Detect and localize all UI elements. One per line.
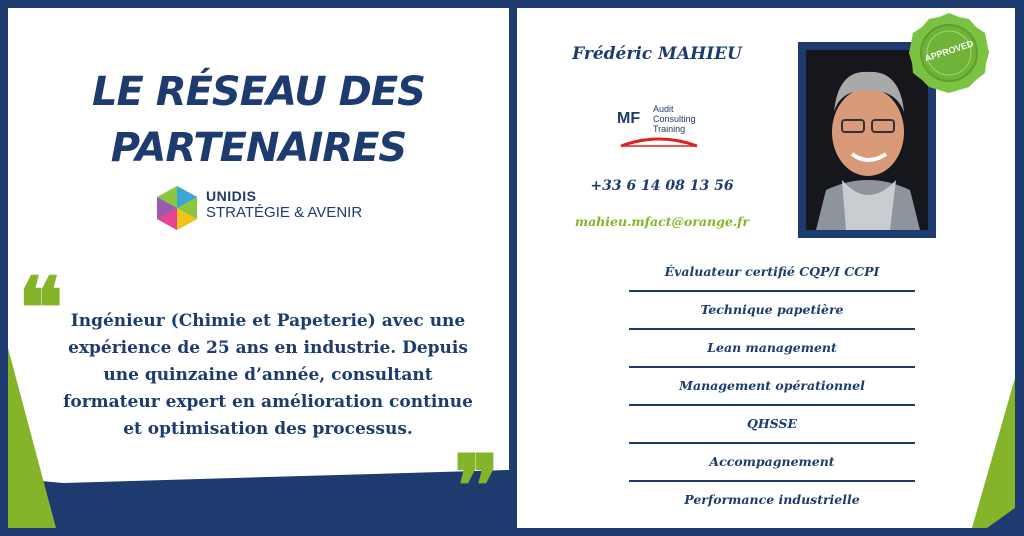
company-logo-swoosh-icon bbox=[619, 136, 699, 148]
close-quote-icon: ❞ bbox=[454, 436, 500, 528]
skill-divider bbox=[629, 290, 915, 292]
skill-label: Performance industrielle bbox=[684, 492, 860, 507]
left-panel bbox=[8, 8, 509, 528]
title-line-1: LE RÉSEAU DES bbox=[92, 69, 425, 115]
company-initials: MF bbox=[617, 110, 641, 127]
stamp-text: APPROVED bbox=[923, 38, 975, 64]
skill-label: Technique papetière bbox=[700, 302, 844, 317]
description-text: Ingénieur (Chimie et Papeterie) avec une expérience de 25 ans en industrie. Depuis une quinzaine d’année, consultant formateur expert en amélioration continue et optimisation des processus. bbox=[63, 311, 473, 439]
skill-label: Lean management bbox=[707, 340, 837, 355]
right-green-triangle bbox=[972, 378, 1015, 528]
skill-item bbox=[629, 411, 915, 449]
skill-item bbox=[629, 259, 915, 297]
skill-divider bbox=[629, 366, 915, 368]
open-quote-icon: ❝ bbox=[18, 258, 64, 357]
hexagon-logo-icon bbox=[154, 184, 200, 230]
skill-label: Évaluateur certifié CQP/I CCPI bbox=[664, 264, 880, 279]
company-line-audit: Audit bbox=[653, 104, 674, 114]
left-green-triangle bbox=[8, 348, 56, 528]
unidis-logo bbox=[154, 184, 384, 232]
skill-divider bbox=[629, 442, 915, 444]
skill-label: Management opérationnel bbox=[679, 378, 865, 393]
skill-item bbox=[629, 297, 915, 335]
skill-divider bbox=[629, 404, 915, 406]
skill-divider bbox=[629, 480, 915, 482]
skill-label: Accompagnement bbox=[709, 454, 835, 469]
person-name: Frédéric MAHIEU bbox=[572, 44, 742, 64]
skill-item bbox=[629, 373, 915, 411]
skill-item bbox=[629, 449, 915, 487]
skill-item bbox=[629, 487, 915, 525]
skill-item bbox=[629, 335, 915, 373]
title-line-2: PARTENAIRES bbox=[110, 125, 407, 171]
phone-number: +33 6 14 08 13 56 bbox=[590, 178, 734, 194]
company-line-consulting: Consulting bbox=[653, 114, 696, 124]
skill-divider bbox=[629, 328, 915, 330]
logo-tagline: STRATÉGIE & AVENIR bbox=[206, 204, 363, 221]
right-panel bbox=[517, 8, 1015, 528]
logo-brand: UNIDIS bbox=[206, 188, 257, 204]
skill-label: QHSSE bbox=[746, 416, 797, 431]
company-line-training: Training bbox=[653, 124, 686, 134]
email-address: mahieu.mfact@orange.fr bbox=[574, 214, 750, 229]
bottom-navy-band bbox=[8, 470, 509, 528]
company-logo bbox=[617, 104, 707, 152]
